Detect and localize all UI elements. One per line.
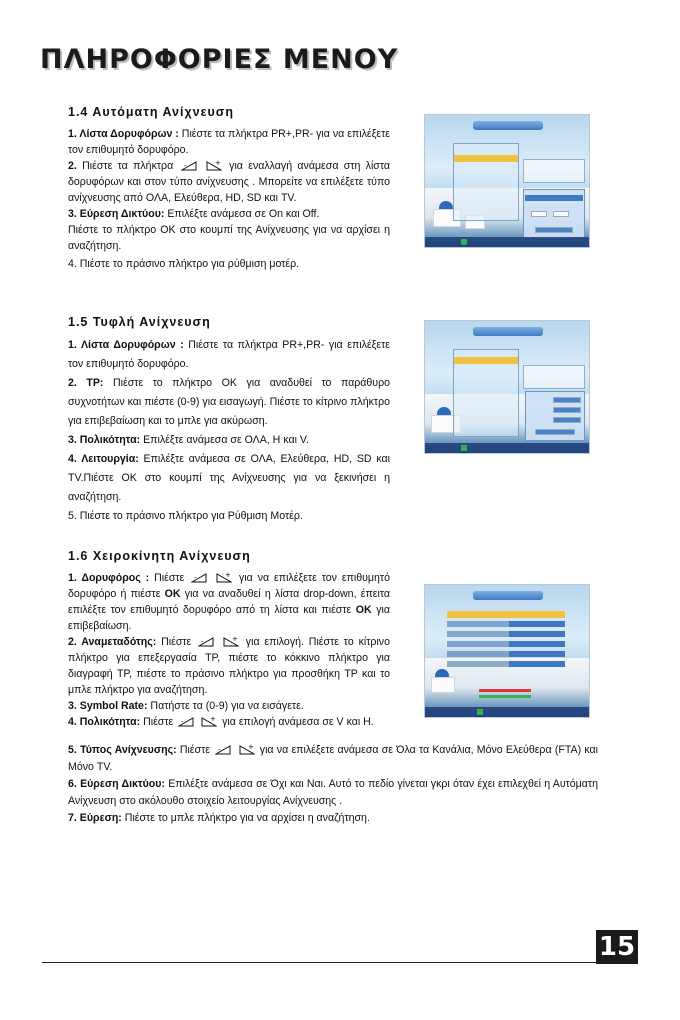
page-title: ΠΛΗΡΟΦΟΡΙΕΣ ΜΕΝΟΥ — [40, 44, 399, 75]
paragraph: 2. TP: Πιέστε το πλήκτρο OK για αναδυθεί το παράθυρο συχνοτήτων και πιέστε (0-9) για εισαγωγή. Πιέστε το κίτρινο πλήκτρο για επιβεβαίωση και το μπλε για ακύρωση. — [68, 377, 391, 427]
svg-text:+: + — [231, 635, 238, 643]
section-heading: 1.6 Χειροκίνητη Ανίχνευση — [68, 549, 251, 563]
svg-text:+: + — [225, 571, 231, 579]
manual-scan-screenshot — [424, 584, 590, 718]
paragraph: 4. Λειτουργία: Επιλέξτε ανάμεσα σε ΟΛΑ, Ελεύθερα, HD, SD και TV.Πιέστε OK στο κουμπί της Ανίχνευσης για να ξεκινήσει η αναζήτηση. — [68, 453, 391, 503]
volume-right-arrow-icon — [206, 159, 222, 171]
paragraph: 4. Πιέστε το πράσινο πλήκτρο για ρύθμιση μοτέρ. — [68, 258, 300, 270]
manual-scan-continued — [68, 742, 598, 827]
paragraph: 3. Πολικότητα: Επιλέξτε ανάμεσα σε ΟΛΑ, H και V. — [68, 434, 309, 446]
volume-left-arrow-icon — [198, 635, 214, 647]
volume-right-arrow-icon — [216, 571, 232, 583]
section-manual-scan — [68, 548, 390, 730]
svg-text:-: - — [218, 746, 221, 754]
paragraph: Πιέστε το πλήκτρο OK στο κουμπί της Ανίχνευσης για να αρχίσει η αναζήτηση. — [68, 224, 390, 252]
volume-left-arrow-icon — [178, 715, 194, 727]
page-number: 15 — [596, 930, 638, 964]
paragraph: 3. Εύρεση Δικτύου: Επιλέξτε ανάμεσα σε On και Off. — [68, 208, 320, 220]
svg-text:-: - — [201, 638, 204, 646]
svg-text:-: - — [194, 574, 197, 582]
section-heading: 1.5 Τυφλή Ανίχνευση — [68, 315, 211, 329]
paragraph: 6. Εύρεση Δικτύου: Επιλέξτε ανάμεσα σε Όχι και Ναι. Αυτό το πεδίο γίνεται γκρι όταν έχει επιλεχθεί η Αυτόματη Ανίχνευση στο ακόλουθο στοιχείο λειτουργίας Ανίχνευσης . — [68, 778, 598, 807]
svg-text:+: + — [214, 159, 221, 167]
volume-right-arrow-icon — [223, 635, 239, 647]
blind-scan-screenshot — [424, 320, 590, 454]
paragraph: 5. Τύπος Ανίχνευσης: Πιέστε - + για να επιλέξετε ανάμεσα σε Όλα τα Κανάλια, Μόνο Ελεύθερα (FTA) και Μόνο TV. — [68, 743, 598, 773]
volume-left-arrow-icon — [215, 743, 231, 755]
auto-scan-screenshot — [424, 114, 590, 248]
paragraph: 1. Λίστα Δορυφόρων : Πιέστε τα πλήκτρα PR+,PR- για να επιλέξετε τον επιθυμητό δορυφόρο. — [68, 128, 390, 156]
section-auto-scan — [68, 104, 390, 272]
paragraph: 5. Πιέστε το πράσινο πλήκτρο για Ρύθμιση Μοτέρ. — [68, 510, 303, 522]
svg-text:-: - — [183, 162, 187, 170]
volume-right-arrow-icon — [201, 715, 217, 727]
volume-right-arrow-icon — [239, 743, 255, 755]
footer-rule — [42, 962, 638, 963]
paragraph: 2. Αναμεταδότης: Πιέστε - + για επιλογή. Πιέστε το κίτρινο πλήκτρο για επεξεργασία TP, πιέστε το κόκκινο πλήκτρο για διαγραφή TP, πιέστε το πράσινο πλήκτρο για προσθήκη TP και το μπλε πλήκτρο για αναζήτηση. — [68, 635, 390, 696]
paragraph: 1. Δορυφόρος : Πιέστε - + για να επιλέξετε τον επιθυμητό δορυφόρο ή πιέστε OK για να αναδυθεί η λίστα drop-down, έπειτα επιλέξτε τον επιθυμητό δορυφόρο από τη λίστα και πιέστε OK για επιβεβαίωση. — [68, 571, 391, 632]
paragraph: 7. Εύρεση: Πιέστε το μπλε πλήκτρο για να αρχίσει η αναζήτηση. — [68, 812, 370, 824]
paragraph: 1. Λίστα Δορυφόρων : Πιέστε τα πλήκτρα PR+,PR- για επιλέξετε τον επιθυμητό δορυφόρο. — [68, 339, 391, 370]
volume-left-arrow-icon — [191, 571, 207, 583]
section-blind-scan — [68, 314, 390, 526]
volume-left-arrow-icon — [181, 159, 197, 171]
paragraph: 3. Symbol Rate: Πατήστε τα (0-9) για να εισάγετε. — [68, 700, 304, 712]
section-heading: 1.4 Αυτόματη Ανίχνευση — [68, 105, 234, 119]
svg-text:-: - — [181, 718, 184, 726]
svg-text:+: + — [210, 715, 217, 723]
paragraph: 4. Πολικότητα: Πιέστε - + για επιλογή ανάμεσα σε V και H. — [68, 715, 374, 728]
paragraph: 2. Πιέστε τα πλήκτρα - + για εναλλαγή ανάμεσα στη λίστα δορυφόρων και στον τύπο ανίχνευσης . Μπορείτε να επιλέξετε τύπο ανίχνευσης από ΟΛΑ, Ελεύθερα, HD, SD και TV. — [68, 159, 391, 204]
svg-text:+: + — [247, 743, 254, 751]
